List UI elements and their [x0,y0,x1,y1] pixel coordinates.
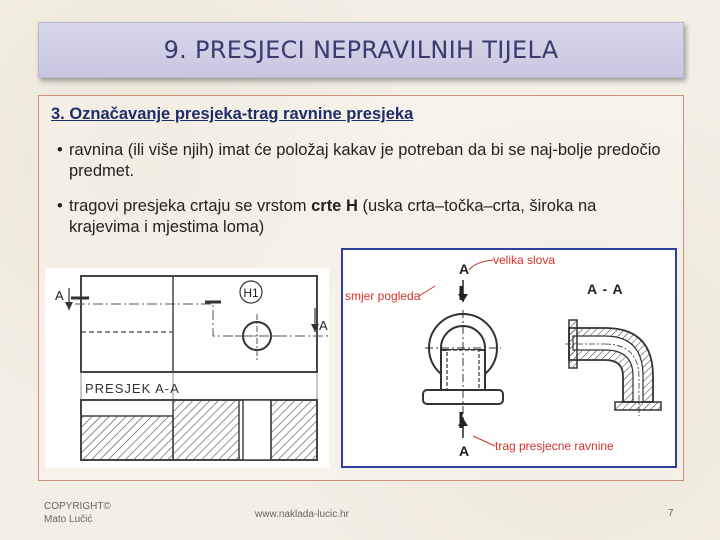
label-a-left: A [55,288,64,303]
annotation-velika-slova: velika slova [493,253,556,267]
label-a-bottom: A [459,443,470,459]
label-a-right: A [319,318,328,333]
content-box [38,95,684,481]
copyright-line2: Mato Lučić [44,514,93,525]
drawing-right-svg [343,250,675,466]
label-a-a: A - A [587,281,624,297]
bullet-text: ravnina (ili više njih) imat će položaj kakav je potreban da bi se naj-bolje predočio predmet. [69,141,661,180]
bullet-item [57,140,669,182]
bullet-marker: • [57,141,63,159]
annotation-smjer-pogleda: smjer pogleda [345,289,421,303]
footer-copyright [44,500,111,526]
technical-drawing-left [45,268,329,468]
title-bar [38,22,684,78]
copyright-line1: COPYRIGHT© [44,501,111,512]
bullet-item [57,196,669,238]
label-a-top: A [459,261,470,277]
footer-url[interactable]: www.naklada-lucic.hr [255,509,349,520]
technical-drawing-right [341,248,677,468]
annotation-trag: trag presjecne ravnine [495,439,614,453]
section-heading: 3. Označavanje presjeka-trag ravnine presjeka [51,105,414,123]
bullet-marker: • [57,197,63,215]
drawing-left-svg [45,268,329,468]
label-h1: H1 [243,286,259,300]
slide-title: 9. PRESJECI NEPRAVILNIH TIJELA [163,36,559,64]
page-number: 7 [668,508,674,519]
bullet-text: tragovi presjeka crtaju se vrstom crte H (uska crta–točka–crta, široka na krajevima i mjestima loma) [69,197,597,236]
section-label: PRESJEK A-A [85,381,180,396]
